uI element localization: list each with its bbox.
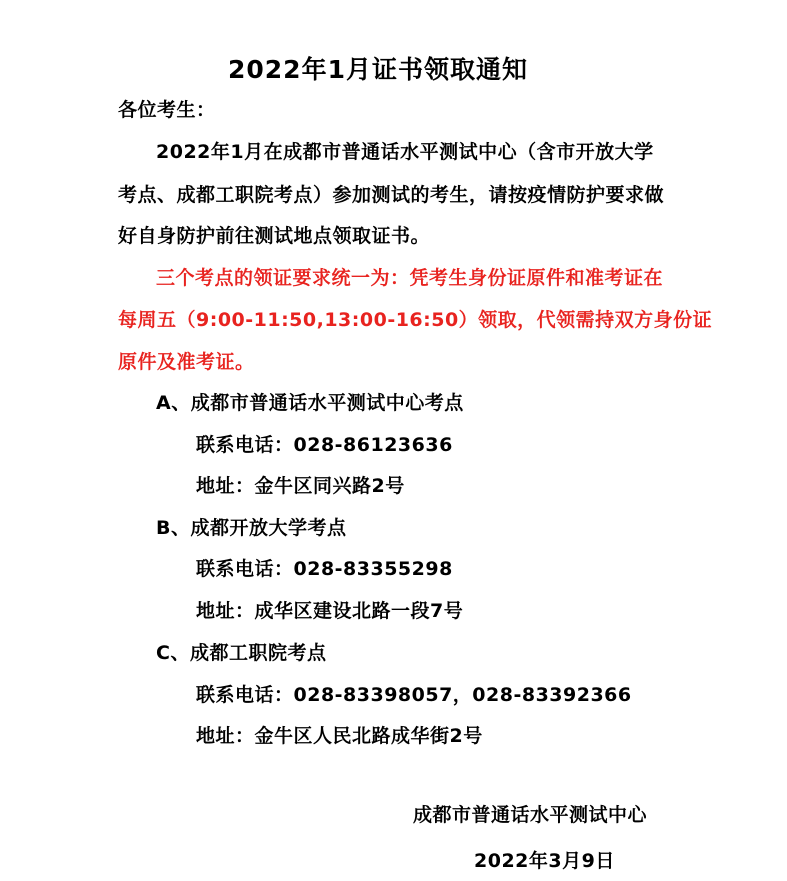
- notice-line-1: 三个考点的领证要求统一为：凭考生身份证原件和准考证在: [156, 267, 664, 289]
- site-a-name: A、成都市普通话水平测试中心考点: [156, 392, 464, 414]
- salutation: 各位考生：: [118, 99, 216, 121]
- intro-line-2: 考点、成都工职院考点）参加测试的考生，请按疫情防护要求做: [118, 184, 665, 206]
- site-b-address: 地址：成华区建设北路一段7号: [196, 600, 464, 622]
- site-b-name: B、成都开放大学考点: [156, 517, 347, 539]
- signature-org: 成都市普通话水平测试中心: [413, 804, 648, 826]
- site-c-name: C、成都工职院考点: [156, 642, 327, 664]
- site-a-phone: 联系电话：028-86123636: [196, 434, 453, 456]
- signature-date: 2022年3月9日: [474, 850, 615, 872]
- intro-line-1: 2022年1月在成都市普通话水平测试中心（含市开放大学: [156, 141, 654, 163]
- site-c-address: 地址：金牛区人民北路成华街2号: [196, 725, 483, 747]
- notice-line-2: 每周五（9:00-11:50,13:00-16:50）领取，代领需持双方身份证: [118, 309, 713, 331]
- notice-line-3: 原件及准考证。: [118, 351, 255, 373]
- site-a-address: 地址：金牛区同兴路2号: [196, 475, 405, 497]
- site-c-phone: 联系电话：028-83398057，028-83392366: [196, 684, 632, 706]
- intro-line-3: 好自身防护前往测试地点领取证书。: [118, 225, 431, 247]
- site-b-phone: 联系电话：028-83355298: [196, 558, 453, 580]
- document-title: 2022年1月证书领取通知: [228, 55, 528, 84]
